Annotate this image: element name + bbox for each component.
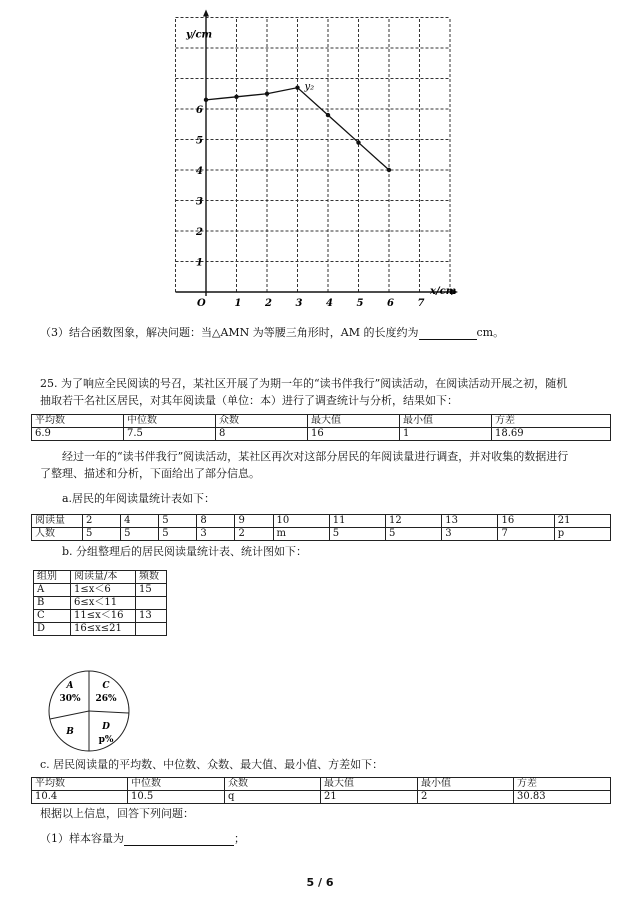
table-cell: 13	[442, 515, 498, 528]
pie-label-d: D	[102, 722, 110, 732]
table-cell: 5	[83, 528, 121, 541]
y-tick-label: 1	[196, 257, 203, 269]
y-tick-label: 2	[196, 227, 203, 238]
data-point	[387, 168, 391, 172]
table-cell: 9	[235, 515, 273, 528]
q3-unit: cm。	[476, 326, 505, 339]
paragraph-1-line-1: 经过一年的“读书伴我行”阅读活动，某社区再次对这部分居民的年阅读量进行调查，并对收集的数据进行	[62, 450, 569, 463]
table-cell: 组别	[34, 571, 71, 584]
table-cell: 最小值	[400, 415, 492, 428]
table-cell: 7	[498, 528, 554, 541]
data-point	[234, 95, 238, 99]
table-cell: 方差	[514, 778, 611, 791]
pie-label-c: C	[102, 681, 110, 691]
y-axis-label: y/cm	[186, 29, 213, 41]
label-c: c. 居民阅读量的平均数、中位数、众数、最大值、最小值、方差如下：	[40, 758, 384, 771]
table-row	[34, 597, 167, 610]
table-cell: q	[225, 791, 321, 804]
table-row	[32, 791, 611, 804]
pie-value-d: p%	[98, 735, 114, 745]
table-cell: 21	[321, 791, 418, 804]
pie-chart	[44, 668, 134, 754]
table-cell: 12	[386, 515, 442, 528]
data-point	[356, 140, 360, 144]
table-cell: m	[273, 528, 329, 541]
pie-label-b: B	[66, 727, 74, 737]
x-axis-label: x/cm	[430, 286, 457, 297]
data-point	[265, 92, 269, 96]
label-a: a.居民的年阅读量统计表如下：	[62, 492, 216, 505]
table-cell: 众数	[225, 778, 321, 791]
paragraph-1-line-2: 了整理、描述和分析，下面给出了部分信息。	[40, 467, 260, 480]
table-row	[34, 584, 167, 597]
question-3	[40, 326, 504, 340]
table-cell: 21	[554, 515, 610, 528]
x-tick-label: 2	[265, 298, 272, 309]
table-cell: 人数	[32, 528, 83, 541]
table-cell: 16≤x≤21	[71, 623, 136, 636]
table-cell: 10.5	[128, 791, 225, 804]
table-cell: p	[554, 528, 610, 541]
table-cell: A	[34, 584, 71, 597]
table-cell: 方差	[492, 415, 611, 428]
table-cell: 1≤x＜6	[71, 584, 136, 597]
table-cell: 30.83	[514, 791, 611, 804]
table-cell: 3	[442, 528, 498, 541]
table-cell: 4	[121, 515, 159, 528]
data-point	[204, 98, 208, 102]
table-cell: C	[34, 610, 71, 623]
label-b: b. 分组整理后的居民阅读量统计表、统计图如下：	[62, 545, 308, 558]
table-cell: 最大值	[308, 415, 400, 428]
reading-count-table	[31, 514, 611, 541]
table-cell: 16	[498, 515, 554, 528]
x-tick-label: 7	[417, 298, 425, 309]
table-cell: 5	[159, 528, 197, 541]
pie-divider-right	[89, 711, 129, 713]
x-tick-label: 6	[387, 298, 394, 309]
group-table	[33, 570, 167, 636]
table-cell: 5	[121, 528, 159, 541]
table-cell: 中位数	[128, 778, 225, 791]
q1-end: ；	[234, 832, 245, 845]
x-tick-label: O	[197, 298, 206, 309]
pie-canvas	[44, 668, 134, 754]
table-cell: 13	[136, 610, 167, 623]
table-cell: 6.9	[32, 428, 124, 441]
table-cell: 平均数	[32, 415, 124, 428]
table-cell: 3	[197, 528, 235, 541]
table-cell: 10	[273, 515, 329, 528]
table-cell: 中位数	[124, 415, 216, 428]
table-cell: 5	[329, 528, 385, 541]
table-cell: 2	[418, 791, 514, 804]
table-row	[32, 415, 611, 428]
table-cell: 7.5	[124, 428, 216, 441]
table-cell: 8	[197, 515, 235, 528]
table-cell: 5	[386, 528, 442, 541]
table-cell: 11≤x＜16	[71, 610, 136, 623]
q3-answer-blank[interactable]	[419, 328, 477, 340]
x-tick-label: 1	[234, 298, 242, 309]
table-cell: B	[34, 597, 71, 610]
table-cell: 1	[400, 428, 492, 441]
y-axis-arrow	[203, 10, 209, 17]
table-row	[34, 571, 167, 584]
table-row	[34, 623, 167, 636]
table-cell: 10.4	[32, 791, 128, 804]
x-tick-label: 4	[326, 298, 333, 309]
table-cell: 2	[83, 515, 121, 528]
y-tick-label: 6	[196, 105, 203, 116]
table-cell: 2	[235, 528, 273, 541]
q25-line-2: 抽取若干名社区居民，对其年阅读量（单位：本）进行了调查统计与分析，结果如下：	[40, 394, 458, 407]
data-point	[295, 85, 299, 89]
table-row	[32, 778, 611, 791]
q1-answer-blank[interactable]	[124, 834, 234, 846]
table-row	[32, 528, 611, 541]
table-row	[34, 610, 167, 623]
pie-divider-left	[50, 711, 89, 719]
y-tick-label: 5	[196, 135, 203, 147]
table-cell: D	[34, 623, 71, 636]
q3-text: （3）结合函数图象，解决问题：当△AMN 为等腰三角形时，AM 的长度约为	[40, 326, 419, 339]
initial-stats-table	[31, 414, 611, 441]
data-point	[326, 113, 330, 117]
question-1	[40, 832, 245, 846]
table-cell	[136, 623, 167, 636]
q1-text: （1）样本容量为	[40, 832, 124, 845]
series-label: y₂	[304, 81, 315, 93]
table-cell: 6≤x＜11	[71, 597, 136, 610]
table-cell	[136, 597, 167, 610]
x-tick-label: 3	[295, 298, 303, 309]
table-cell: 8	[216, 428, 308, 441]
q25-line-1: 25. 为了响应全民阅读的号召，某社区开展了为期一年的“读书伴我行”阅读活动，在阅读活动开展之初，随机	[40, 377, 568, 390]
table-cell: 18.69	[492, 428, 611, 441]
table-row	[32, 428, 611, 441]
pie-value-c: 26%	[95, 694, 117, 704]
table-cell: 11	[329, 515, 385, 528]
table-row	[32, 515, 611, 528]
y-tick-label: 4	[196, 166, 203, 177]
table-cell: 频数	[136, 571, 167, 584]
table-cell: 阅读量	[32, 515, 83, 528]
table-cell: 15	[136, 584, 167, 597]
page-number: 5 / 6	[306, 876, 334, 889]
table-cell: 平均数	[32, 778, 128, 791]
table-cell: 最小值	[418, 778, 514, 791]
answer-intro: 根据以上信息，回答下列问题：	[40, 807, 194, 820]
x-tick-label: 5	[356, 298, 364, 309]
table-cell: 最大值	[321, 778, 418, 791]
pie-value-a: 30%	[59, 694, 81, 704]
pie-label-a: A	[66, 681, 74, 691]
table-cell: 阅读量/本	[71, 571, 136, 584]
final-stats-table	[31, 777, 611, 804]
table-cell: 众数	[216, 415, 308, 428]
table-cell: 5	[159, 515, 197, 528]
table-cell: 16	[308, 428, 400, 441]
graph-canvas	[160, 29, 470, 321]
function-graph	[160, 29, 470, 321]
y-tick-label: 3	[196, 196, 203, 208]
